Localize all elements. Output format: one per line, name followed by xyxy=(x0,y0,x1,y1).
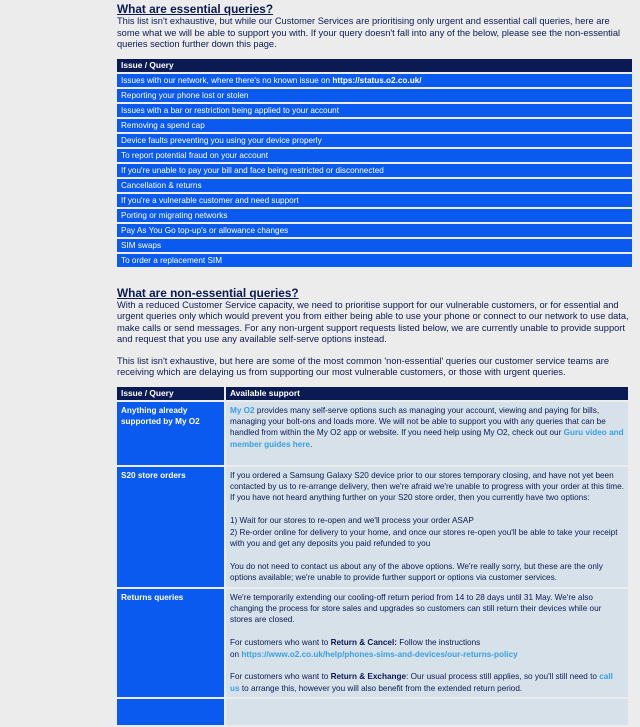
table-row xyxy=(117,239,632,252)
returns-policy-link[interactable]: https://www.o2.co.uk/help/phones-sims-and-devices/our-returns-policy xyxy=(241,650,517,659)
table-row xyxy=(117,164,632,177)
row-text: Issues with a bar or restriction being applied to your account xyxy=(117,104,632,117)
row-text: If you're a vulnerable customer and need support xyxy=(117,194,632,207)
row-text: Reporting your phone lost or stolen xyxy=(117,89,632,102)
table-row xyxy=(117,402,628,465)
column-header-support: Available support xyxy=(226,387,628,400)
table-row xyxy=(117,254,632,267)
table-row xyxy=(117,74,632,87)
row-text: Pay As You Go top-up's or allowance changes xyxy=(117,224,632,237)
essential-queries-heading: What are essential queries? xyxy=(117,3,632,16)
row-text: To order a replacement SIM xyxy=(117,254,632,267)
non-essential-intro-2: This list isn't exhaustive, but here are some of the most common 'non-essential' queries our customer service teams are receiving which are delaying us from supporting our most vulnerable customers, or those with urgent queries. xyxy=(117,356,632,379)
call-us-link[interactable]: call us xyxy=(230,672,613,692)
non-essential-queries-table xyxy=(115,385,630,727)
essential-table-header: Issue / Query xyxy=(117,59,632,72)
row-text: Removing a spend cap xyxy=(117,119,632,132)
s20-option-2: 2) Re-order online for delivery to your home, and once our stores re-open you'll be able to take your receipt with you and get any deposits you paid refunded to you xyxy=(230,527,624,550)
non-essential-queries-heading: What are non-essential queries? xyxy=(117,287,632,300)
essential-queries-table xyxy=(117,57,632,269)
row-text: Cancellation & returns xyxy=(117,179,632,192)
table-row xyxy=(117,119,632,132)
table-row xyxy=(117,194,632,207)
row-text: Issues with our network, where there's no known issue on xyxy=(121,76,332,85)
support-cell xyxy=(226,467,628,587)
support-cell xyxy=(226,589,628,698)
non-essential-intro: With a reduced Customer Service capacity, we need to prioritise support for our vulnerable customers, or for essential and urgent queries only which would prevent you from either being able to use your phone or connect to our network to use data, make calls or send messages. For any non-urgent support requests listed below, we are currently unable to provide support and request that you use any available self-serve options instead. xyxy=(117,300,632,346)
table-row xyxy=(117,89,632,102)
row-text: SIM swaps xyxy=(117,239,632,252)
table-row xyxy=(117,134,632,147)
row-text: To report potential fraud on your account xyxy=(117,149,632,162)
table-row xyxy=(117,467,628,587)
row-text: If you're unable to pay your bill and face being restricted or disconnected xyxy=(117,164,632,177)
issue-cell: Returns queries xyxy=(117,589,224,698)
support-cell: My O2 provides many self-serve options such as managing your account, viewing and paying for bills, managing your bolt-ons and loads more. We will not be able to support you with any queries that can be handled from within the My O2 app or website. If you need help using My O2, check out our Guru video and member guides here. xyxy=(226,402,628,465)
row-text: Device faults preventing you using your device properly xyxy=(117,134,632,147)
column-header-issue: Issue / Query xyxy=(117,387,224,400)
s20-option-1: 1) Wait for our stores to re-open and we'll process your order ASAP xyxy=(230,515,624,526)
returns-paragraph: We're temporarily extending our cooling-off return period from 14 to 28 days until 31 May. We're also changing the process for store sales and upgrades so customers can still return their devices while our stores are closed. xyxy=(230,592,624,626)
essential-intro: This list isn't exhaustive, but while our Customer Services are prioritising only urgent and essential call queries, here are some what we will be able to support you with. If your query doesn't fall into any of the below, please see the non-essential queries section further down this page. xyxy=(117,16,632,51)
return-exchange-paragraph: For customers who want to Return & Exchange: Our usual process still applies, so you'll still need to call us to arrange this, however you will also benefit from the extended return period. xyxy=(230,671,624,694)
my-o2-link[interactable]: My O2 xyxy=(230,406,255,415)
row-text: Porting or migrating networks xyxy=(117,209,632,222)
table-row xyxy=(117,209,632,222)
page-content xyxy=(117,0,632,727)
return-cancel-paragraph: For customers who want to Return & Cancel: Follow the instructions on https://www.o2.co.uk/help/phones-sims-and-devices/our-returns-policy xyxy=(230,637,624,660)
issue-cell: Anything already supported by My O2 xyxy=(117,402,224,465)
s20-paragraph-2: You do not need to contact us about any of the above options. We're really sorry, but these are the only options available; we're unable to provide further support or options via customer services. xyxy=(230,561,624,584)
table-row xyxy=(117,179,632,192)
table-row xyxy=(117,104,632,117)
table-row xyxy=(117,149,632,162)
s20-paragraph: If you ordered a Samsung Galaxy S20 device prior to our stores temporary closing, and have not yet been contacted by us to re-arrange delivery, then we're afraid we're unable to progress with your order at this time. If you have not heard anything further on your S20 store order, then you currently have two options: xyxy=(230,470,624,504)
table-row xyxy=(117,589,628,698)
table-row xyxy=(117,699,628,725)
table-row xyxy=(117,224,632,237)
issue-cell: S20 store orders xyxy=(117,467,224,587)
guru-guides-link[interactable]: Guru video and member guides here xyxy=(230,428,624,448)
status-link[interactable]: https://status.o2.co.uk/ xyxy=(332,76,421,85)
